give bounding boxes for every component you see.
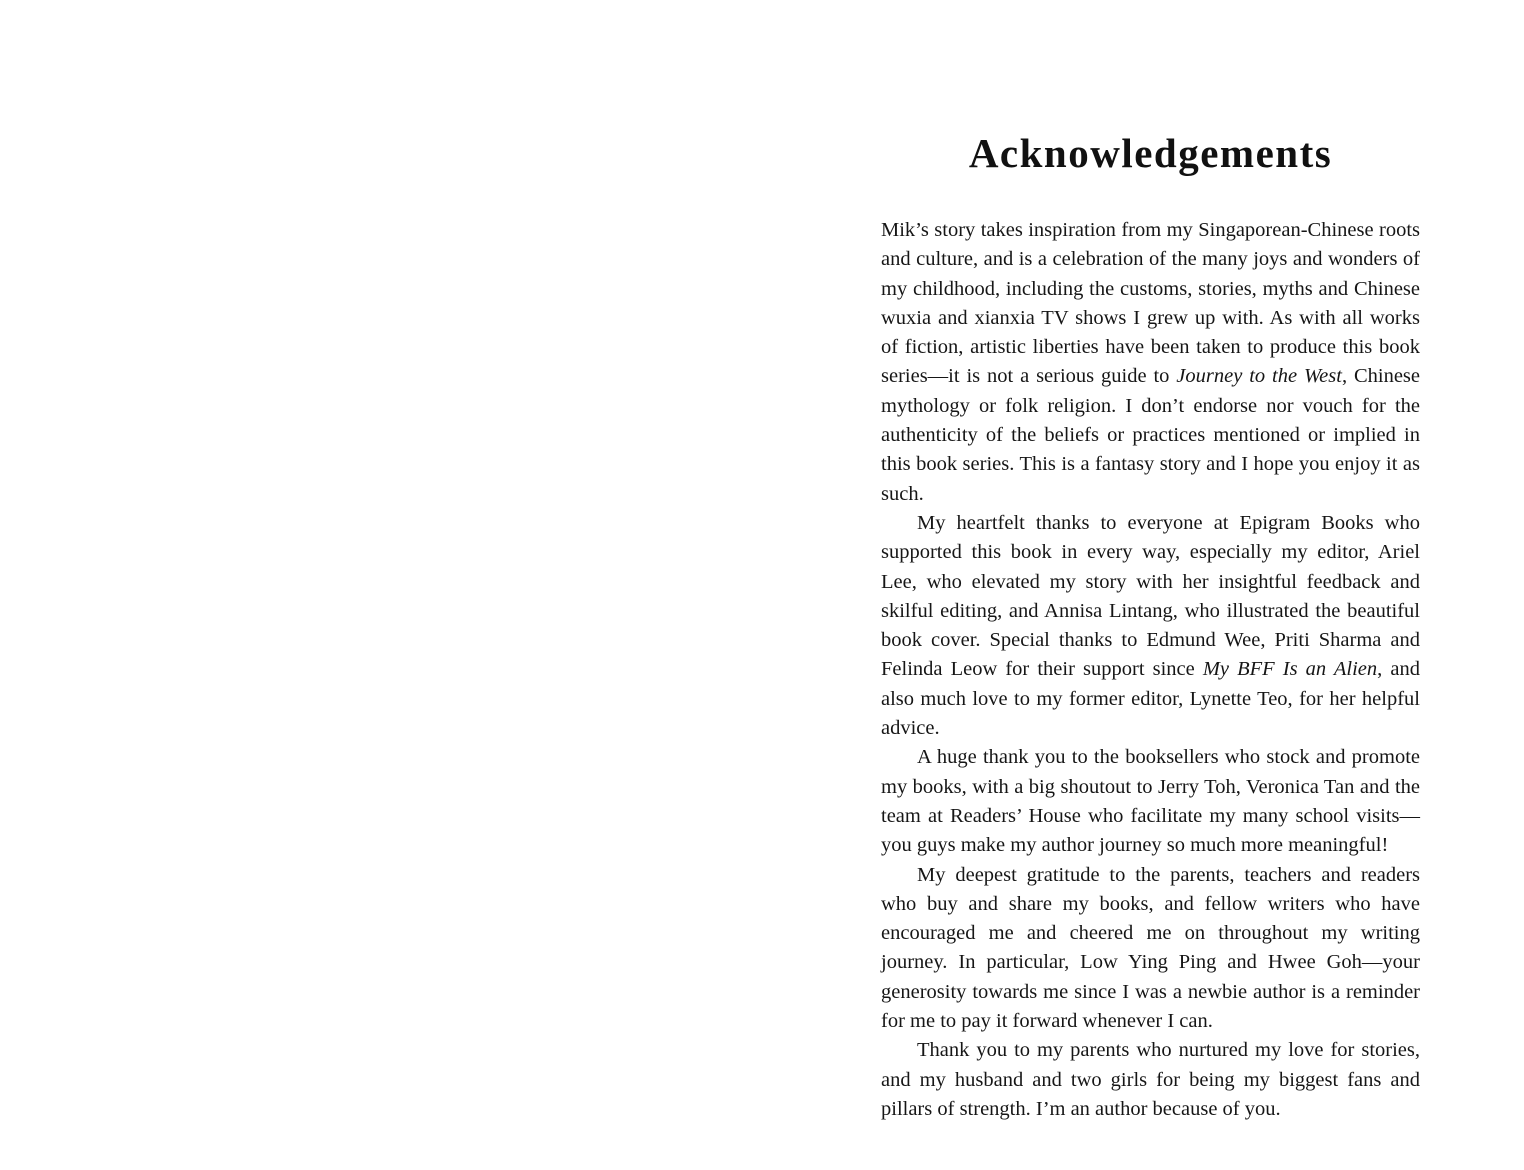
text-run: My heartfelt thanks to everyone at Epigram Books who supported this book in every way, especially my editor, Ariel Lee, who elevated my story with her insightful feedback and skilful editing, and Annisa Lintang, who illustrated the beautiful book cover. Special thanks to Edmund Wee, Priti Sharma and Felinda Leow for their support since	[881, 511, 1420, 681]
paragraph	[881, 216, 1420, 509]
paragraph	[881, 509, 1420, 743]
paragraph	[881, 861, 1420, 1037]
acknowledgements-section	[881, 130, 1420, 1124]
right-page	[762, 0, 1524, 1170]
text-run: , Chinese mythology or folk religion. I don’t endorse nor vouch for the authenticity of the beliefs or practices mentioned or implied in this book series. This is a fantasy story and I hope you enjoy it as such.	[881, 365, 1420, 505]
acknowledgements-body	[881, 216, 1420, 1124]
paragraph	[881, 743, 1420, 860]
text-run: My deepest gratitude to the parents, teachers and readers who buy and share my books, and fellow writers who have encouraged me and cheered me on throughout my writing journey. In particular, Low Ying Ping and Hwee Goh—your generosity towards me since I was a newbie author is a reminder for me to pay it forward whenever I can.	[881, 863, 1420, 1033]
book-title-italic: My BFF Is an Alien	[1202, 658, 1378, 681]
paragraph	[881, 1036, 1420, 1124]
text-run: A huge thank you to the booksellers who stock and promote my books, with a big shoutout to Jerry Toh, Veronica Tan and the team at Readers’ House who facilitate my many school visits—you guys make my author journey so much more meaningful!	[881, 746, 1420, 857]
text-run: Mik’s story takes inspiration from my Singaporean-Chinese roots and culture, and is a celebration of the many joys and wonders of my childhood, including the customs, stories, myths and Chinese wuxia and xianxia TV shows I grew up with. As with all works of fiction, artistic liberties have been taken to produce this book series—it is not a serious guide to	[881, 219, 1420, 388]
text-run: , and also much love to my former editor, Lynette Teo, for her helpful advice.	[881, 658, 1420, 740]
book-title-italic: Journey to the West	[1176, 365, 1342, 388]
page-title: Acknowledgements	[968, 130, 1333, 176]
text-run: Thank you to my parents who nurtured my love for stories, and my husband and two girls for being my biggest fans and pillars of strength. I’m an author because of you.	[881, 1039, 1420, 1120]
